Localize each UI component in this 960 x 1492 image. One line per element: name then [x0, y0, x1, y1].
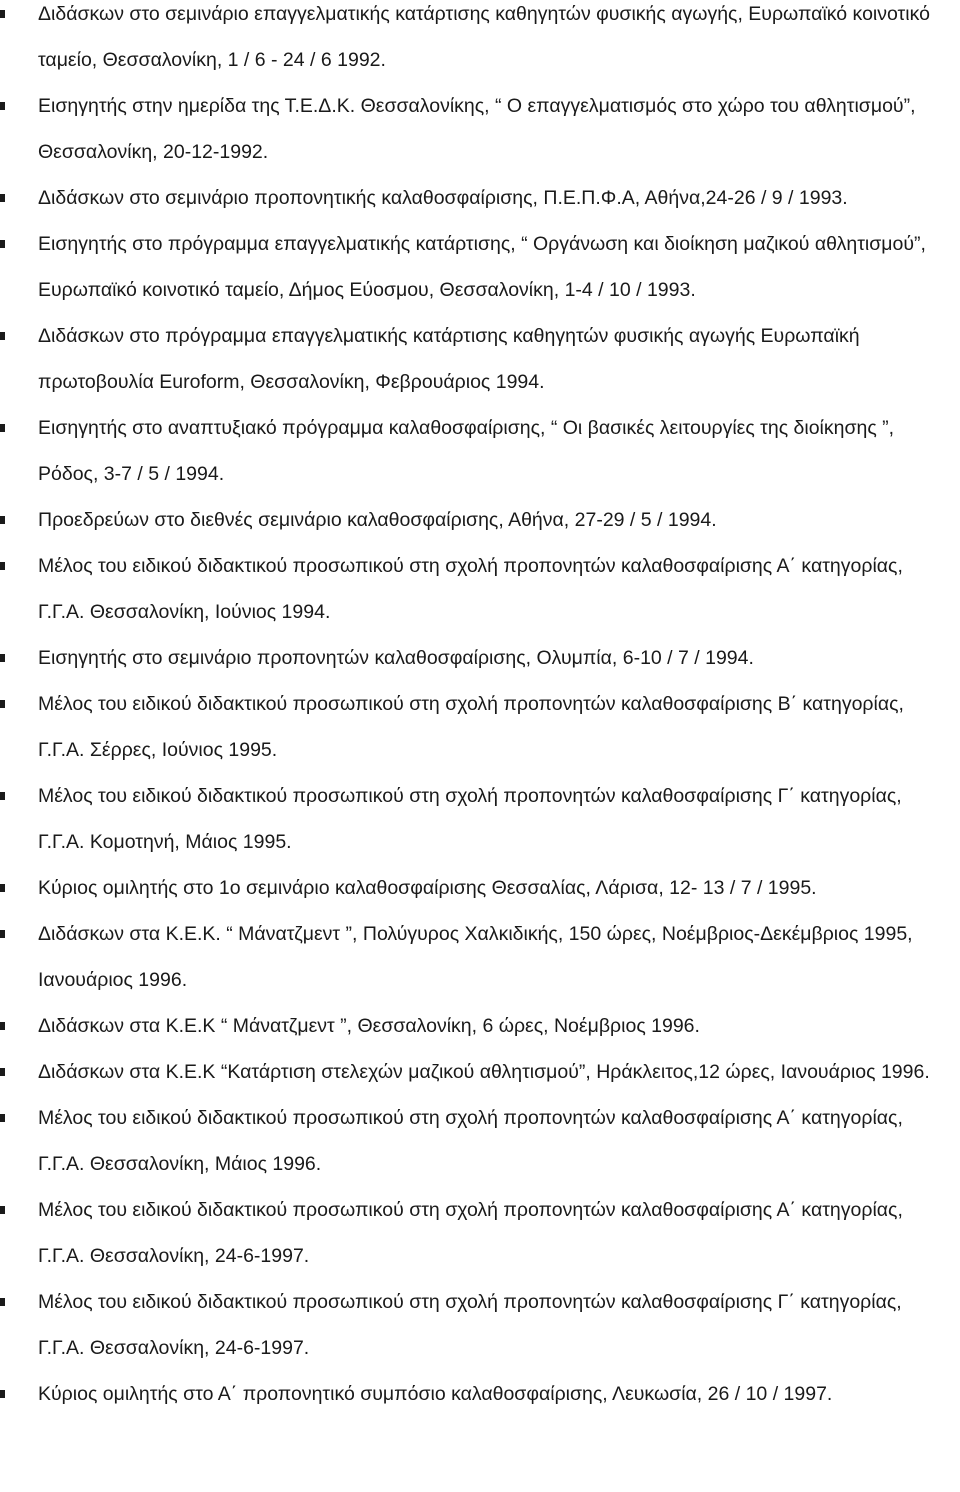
square-bullet-icon — [0, 1114, 5, 1122]
list-item-text: Μέλος του ειδικού διδακτικού προσωπικού στη σχολή προπονητών καλαθοσφαίρισης Α΄ κατηγορίας, Γ.Γ.Α. Θεσσαλονίκη, Μάιος 1996. — [38, 1107, 903, 1175]
square-bullet-icon — [0, 424, 5, 432]
list-item-text: Μέλος του ειδικού διδακτικού προσωπικού στη σχολή προπονητών καλαθοσφαίρισης Γ΄ κατηγορίας, Γ.Γ.Α. Κομοτηνή, Μάιος 1995. — [38, 785, 902, 853]
list-item-text: Διδάσκων στο σεμινάριο επαγγελματικής κατάρτισης καθηγητών φυσικής αγωγής, Ευρωπαϊκό κοινοτικό ταμείο, Θεσσαλονίκη, 1 / 6 - 24 / 6 1992. — [38, 3, 930, 71]
list-item-text: Διδάσκων στο σεμινάριο προπονητικής καλαθοσφαίρισης, Π.Ε.Π.Φ.Α, Αθήνα,24-26 / 9 / 1993. — [38, 187, 848, 209]
list-item — [0, 635, 960, 681]
square-bullet-icon — [0, 332, 5, 340]
list-item — [0, 1049, 960, 1095]
square-bullet-icon — [0, 884, 5, 892]
list-item — [0, 1279, 960, 1371]
list-item-text: Διδάσκων στα Κ.Ε.Κ. “ Μάνατζμεντ ”, Πολύγυρος Χαλκιδικής, 150 ώρες, Νοέμβριος-Δεκέμβριος 1995, Ιανουάριος 1996. — [38, 923, 913, 991]
list-item-text: Εισηγητής στο πρόγραμμα επαγγελματικής κατάρτισης, “ Οργάνωση και διοίκηση μαζικού αθλητισμού”, Ευρωπαϊκό κοινοτικό ταμείο, Δήμος Εύοσμου, Θεσσαλονίκη, 1-4 / 10 / 1993. — [38, 233, 926, 301]
square-bullet-icon — [0, 1068, 5, 1076]
list-item-text: Μέλος του ειδικού διδακτικού προσωπικού στη σχολή προπονητών καλαθοσφαίρισης Γ΄ κατηγορίας, Γ.Γ.Α. Θεσσαλονίκη, 24-6-1997. — [38, 1291, 902, 1359]
list-item — [0, 681, 960, 773]
square-bullet-icon — [0, 516, 5, 524]
square-bullet-icon — [0, 654, 5, 662]
square-bullet-icon — [0, 194, 5, 202]
list-item-text: Μέλος του ειδικού διδακτικού προσωπικού στη σχολή προπονητών καλαθοσφαίρισης Β΄ κατηγορίας, Γ.Γ.Α. Σέρρες, Ιούνιος 1995. — [38, 693, 904, 761]
list-item-text: Μέλος του ειδικού διδακτικού προσωπικού στη σχολή προπονητών καλαθοσφαίρισης Α΄ κατηγορίας, Γ.Γ.Α. Θεσσαλονίκη, 24-6-1997. — [38, 1199, 903, 1267]
list-item — [0, 773, 960, 865]
square-bullet-icon — [0, 930, 5, 938]
list-item — [0, 1003, 960, 1049]
list-item — [0, 83, 960, 175]
square-bullet-icon — [0, 562, 5, 570]
list-item — [0, 911, 960, 1003]
list-item-text: Εισηγητής στο σεμινάριο προπονητών καλαθοσφαίρισης, Ολυμπία, 6-10 / 7 / 1994. — [38, 647, 754, 669]
list-item-text: Μέλος του ειδικού διδακτικού προσωπικού στη σχολή προπονητών καλαθοσφαίρισης Α΄ κατηγορίας, Γ.Γ.Α. Θεσσαλονίκη, Ιούνιος 1994. — [38, 555, 903, 623]
list-item-text: Κύριος ομιλητής στο 1ο σεμινάριο καλαθοσφαίρισης Θεσσαλίας, Λάρισα, 12- 13 / 7 / 1995. — [38, 877, 817, 899]
square-bullet-icon — [0, 1298, 5, 1306]
square-bullet-icon — [0, 102, 5, 110]
list-item — [0, 405, 960, 497]
list-item — [0, 1187, 960, 1279]
square-bullet-icon — [0, 700, 5, 708]
square-bullet-icon — [0, 792, 5, 800]
list-item — [0, 1371, 960, 1417]
list-item-text: Διδάσκων στο πρόγραμμα επαγγελματικής κατάρτισης καθηγητών φυσικής αγωγής Ευρωπαϊκή πρωτοβουλία Euroform, Θεσσαλονίκη, Φεβρουάριος 1994. — [38, 325, 860, 393]
list-item — [0, 175, 960, 221]
square-bullet-icon — [0, 1390, 5, 1398]
list-item — [0, 865, 960, 911]
square-bullet-icon — [0, 1022, 5, 1030]
list-item-text: Διδάσκων στα Κ.Ε.Κ “Κατάρτιση στελεχών μαζικού αθλητισμού”, Ηράκλειτος,12 ώρες, Ιανουάριος 1996. — [38, 1061, 930, 1083]
list-item-text: Κύριος ομιλητής στο Α΄ προπονητικό συμπόσιο καλαθοσφαίρισης, Λευκωσία, 26 / 10 / 1997. — [38, 1383, 833, 1405]
list-item — [0, 0, 960, 83]
list-item-text: Προεδρεύων στο διεθνές σεμινάριο καλαθοσφαίρισης, Αθήνα, 27-29 / 5 / 1994. — [38, 509, 717, 531]
list-item-text: Διδάσκων στα Κ.Ε.Κ “ Μάνατζμεντ ”, Θεσσαλονίκη, 6 ώρες, Νοέμβριος 1996. — [38, 1015, 700, 1037]
list-item — [0, 221, 960, 313]
list-item-text: Εισηγητής στο αναπτυξιακό πρόγραμμα καλαθοσφαίρισης, “ Οι βασικές λειτουργίες της διοίκησης ”, Ρόδος, 3-7 / 5 / 1994. — [38, 417, 895, 485]
list-item — [0, 543, 960, 635]
list-item-text: Εισηγητής στην ημερίδα της Τ.Ε.Δ.Κ. Θεσσαλονίκης, “ Ο επαγγελματισμός στο χώρο του αθλητισμού”, Θεσσαλονίκη, 20-12-1992. — [38, 95, 916, 163]
list-item — [0, 313, 960, 405]
list-item — [0, 1095, 960, 1187]
square-bullet-icon — [0, 10, 5, 18]
square-bullet-icon — [0, 240, 5, 248]
list-item — [0, 497, 960, 543]
square-bullet-icon — [0, 1206, 5, 1214]
